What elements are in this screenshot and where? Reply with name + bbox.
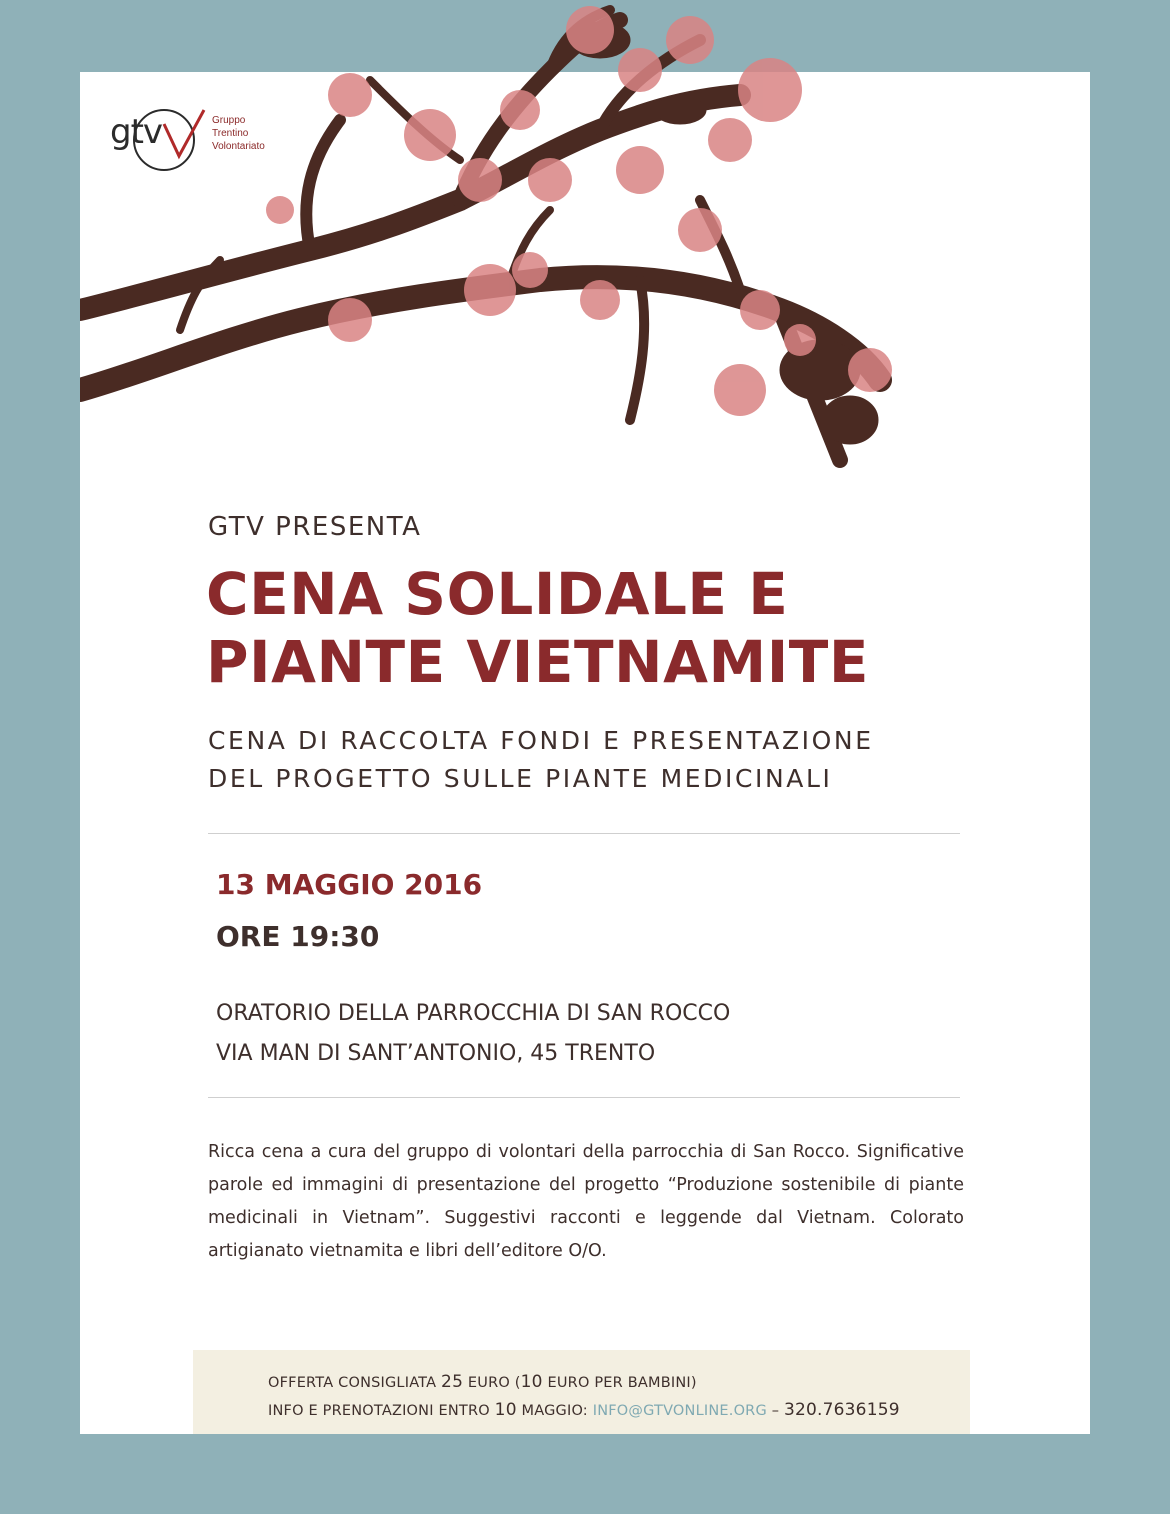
presenter-line: GTV PRESENTA bbox=[208, 512, 422, 542]
event-subtitle bbox=[208, 722, 874, 798]
offer-line bbox=[268, 1372, 697, 1392]
logo-name-line: Trentino bbox=[212, 128, 249, 139]
offer-child-amount: 10 bbox=[520, 1372, 543, 1392]
offer-suffix: EURO PER BAMBINI) bbox=[542, 1375, 697, 1391]
gtv-logo bbox=[104, 104, 284, 176]
event-subtitle-line: CENA DI RACCOLTA FONDI E PRESENTAZIONE bbox=[208, 726, 874, 755]
offer-euro: EURO ( bbox=[463, 1375, 521, 1391]
venue-line: ORATORIO DELLA PARROCCHIA DI SAN ROCCO bbox=[216, 1001, 731, 1026]
dash: – bbox=[766, 1403, 784, 1419]
phone-number[interactable]: 320.7636159 bbox=[783, 1400, 900, 1420]
event-description: Ricca cena a cura del gruppo di volontari della parrocchia di San Rocco. Significative parole ed immagini di presentazione del progetto “Produzione sostenibile di piante medicinali in Vietnam”. Suggestivi racconti e leggende dal Vietnam. Colorato artigianato vietnamita e libri dell’editore O/O. bbox=[208, 1142, 964, 1261]
logo-wordmark: gtv bbox=[110, 112, 163, 152]
event-venue bbox=[216, 994, 730, 1074]
event-title-line: CENA SOLIDALE E bbox=[206, 560, 789, 628]
divider bbox=[208, 833, 960, 834]
info-box bbox=[193, 1350, 970, 1434]
event-time: ORE 19:30 bbox=[216, 920, 380, 953]
event-subtitle-line: DEL PROGETTO SULLE PIANTE MEDICINALI bbox=[208, 764, 833, 793]
logo-name-line: Gruppo bbox=[212, 115, 246, 126]
cherry-blossom-branch-illustration bbox=[80, 0, 920, 490]
offer-prefix: OFFERTA CONSIGLIATA bbox=[268, 1375, 442, 1391]
event-date: 13 MAGGIO 2016 bbox=[216, 868, 483, 901]
email-link[interactable]: INFO@GTVONLINE.ORG bbox=[592, 1403, 767, 1419]
booking-day: 10 bbox=[494, 1400, 517, 1420]
booking-prefix: INFO E PRENOTAZIONI ENTRO bbox=[268, 1403, 495, 1419]
booking-line bbox=[268, 1400, 900, 1420]
booking-mid: MAGGIO: bbox=[516, 1403, 593, 1419]
event-title-line: PIANTE VIETNAMITE bbox=[206, 628, 869, 696]
divider bbox=[208, 1097, 960, 1098]
logo-organization-name bbox=[212, 114, 265, 153]
offer-amount: 25 bbox=[441, 1372, 464, 1392]
logo-name-line: Volontariato bbox=[212, 141, 265, 152]
venue-line: VIA MAN DI SANT’ANTONIO, 45 TRENTO bbox=[216, 1041, 656, 1066]
event-title bbox=[206, 560, 869, 696]
